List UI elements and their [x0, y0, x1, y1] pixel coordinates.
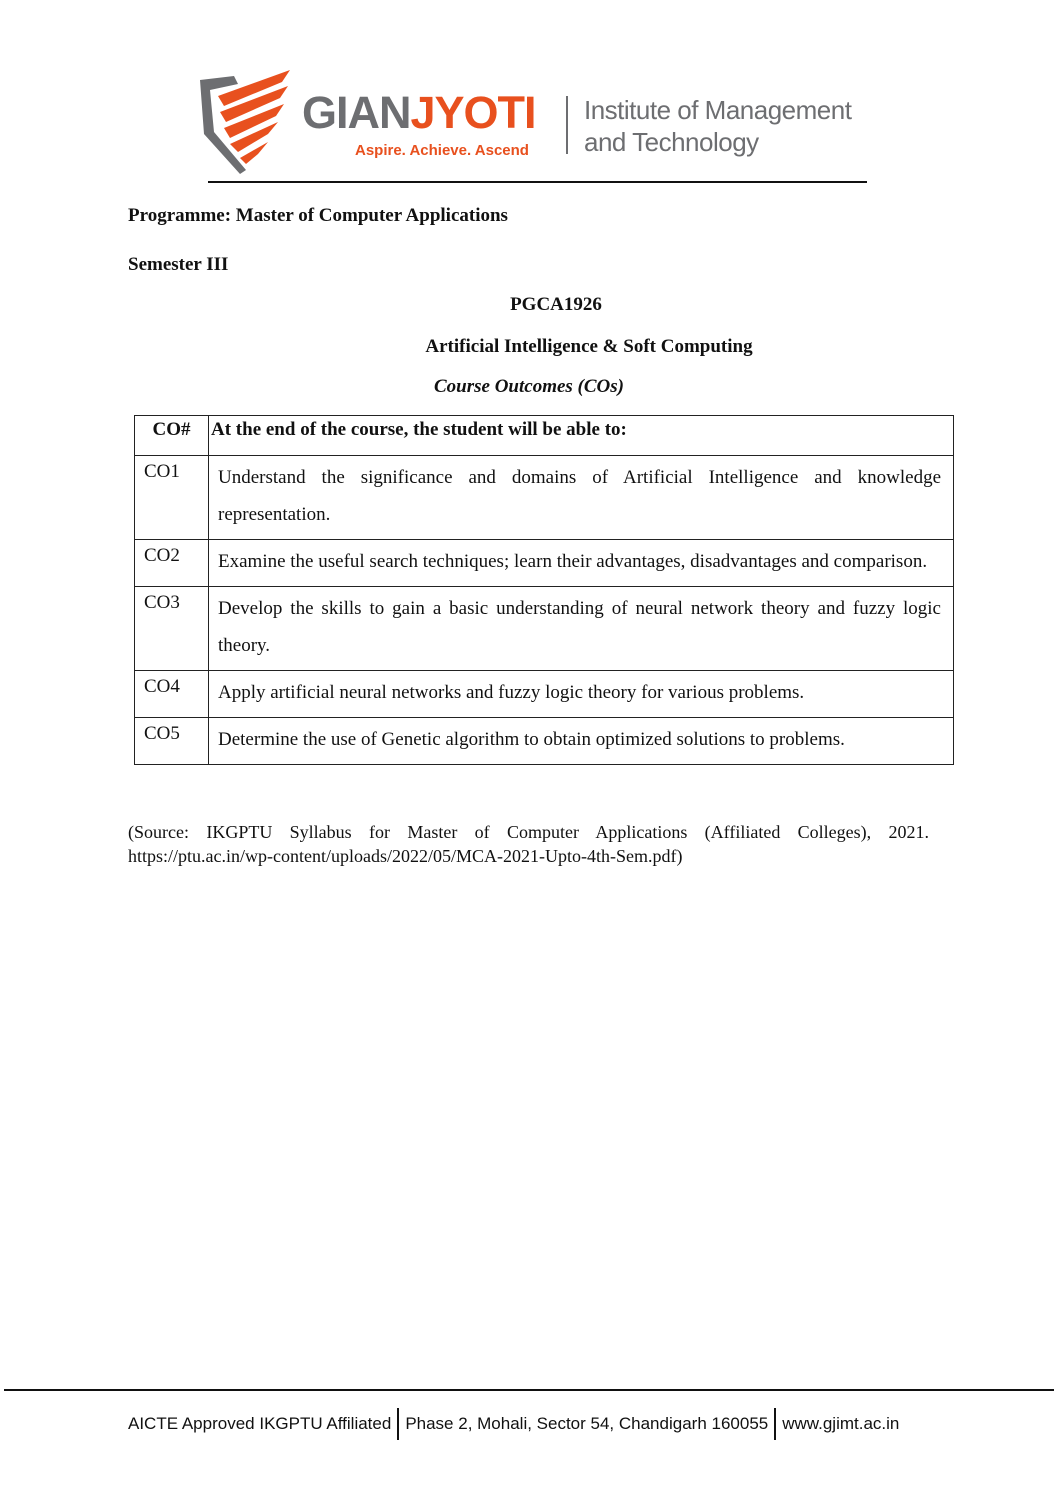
tagline: Aspire. Achieve. Ascend — [355, 142, 529, 159]
course-code: PGCA1926 — [510, 294, 602, 315]
programme-heading: Programme: Master of Computer Applications — [128, 205, 508, 226]
semester-heading: Semester III — [128, 254, 229, 275]
institute-line-1: Institute of Management — [584, 95, 852, 125]
footer-address: Phase 2, Mohali, Sector 54, Chandigarh 160055 — [405, 1414, 769, 1433]
brand-part-jyoti: JYOTI — [410, 87, 536, 138]
header-rule — [208, 181, 867, 183]
footer — [128, 1408, 899, 1440]
course-title: Artificial Intelligence & Soft Computing — [425, 336, 753, 357]
table-header-row — [135, 416, 954, 456]
column-header-co: CO# — [135, 416, 209, 456]
table-row — [135, 540, 954, 587]
co-description: Develop the skills to gain a basic understanding of neural network theory and fuzzy logic theory. — [209, 587, 954, 671]
institute-line-2: and Technology — [584, 127, 759, 157]
letterhead — [190, 62, 870, 172]
brand-name — [302, 87, 536, 138]
footer-website[interactable]: www.gjimt.ac.in — [782, 1414, 900, 1433]
co-number: CO3 — [135, 587, 209, 671]
table-row — [135, 718, 954, 765]
table-row — [135, 587, 954, 671]
co-number: CO2 — [135, 540, 209, 587]
wing-shield-icon — [194, 66, 298, 174]
co-description: Determine the use of Genetic algorithm to obtain optimized solutions to problems. — [209, 718, 954, 765]
column-header-outcome: At the end of the course, the student will be able to: — [209, 416, 954, 456]
co-description: Apply artificial neural networks and fuzzy logic theory for various problems. — [209, 671, 954, 718]
outcomes-title: Course Outcomes (COs) — [433, 376, 624, 397]
co-description: Examine the useful search techniques; learn their advantages, disadvantages and comparison. — [209, 540, 954, 587]
co-number: CO4 — [135, 671, 209, 718]
brand-part-gian: GIAN — [302, 87, 411, 138]
co-number: CO5 — [135, 718, 209, 765]
course-outcomes-table — [134, 415, 954, 765]
footer-rule — [4, 1389, 1054, 1391]
footer-affiliation: AICTE Approved IKGPTU Affiliated — [128, 1414, 392, 1433]
source-citation: (Source: IKGPTU Syllabus for Master of Computer Applications (Affiliated Colleges), 2021. https://ptu.ac.in/wp-content/uploads/2022/05/MCA-2021-Upto-4th-Sem.pdf) — [128, 822, 929, 866]
table-row — [135, 456, 954, 540]
header-divider — [566, 96, 568, 154]
institute-name — [584, 94, 851, 158]
co-description: Understand the significance and domains of Artificial Intelligence and knowledge representation. — [209, 456, 954, 540]
footer-separator — [774, 1408, 776, 1440]
table-row — [135, 671, 954, 718]
footer-separator — [397, 1408, 399, 1440]
co-number: CO1 — [135, 456, 209, 540]
